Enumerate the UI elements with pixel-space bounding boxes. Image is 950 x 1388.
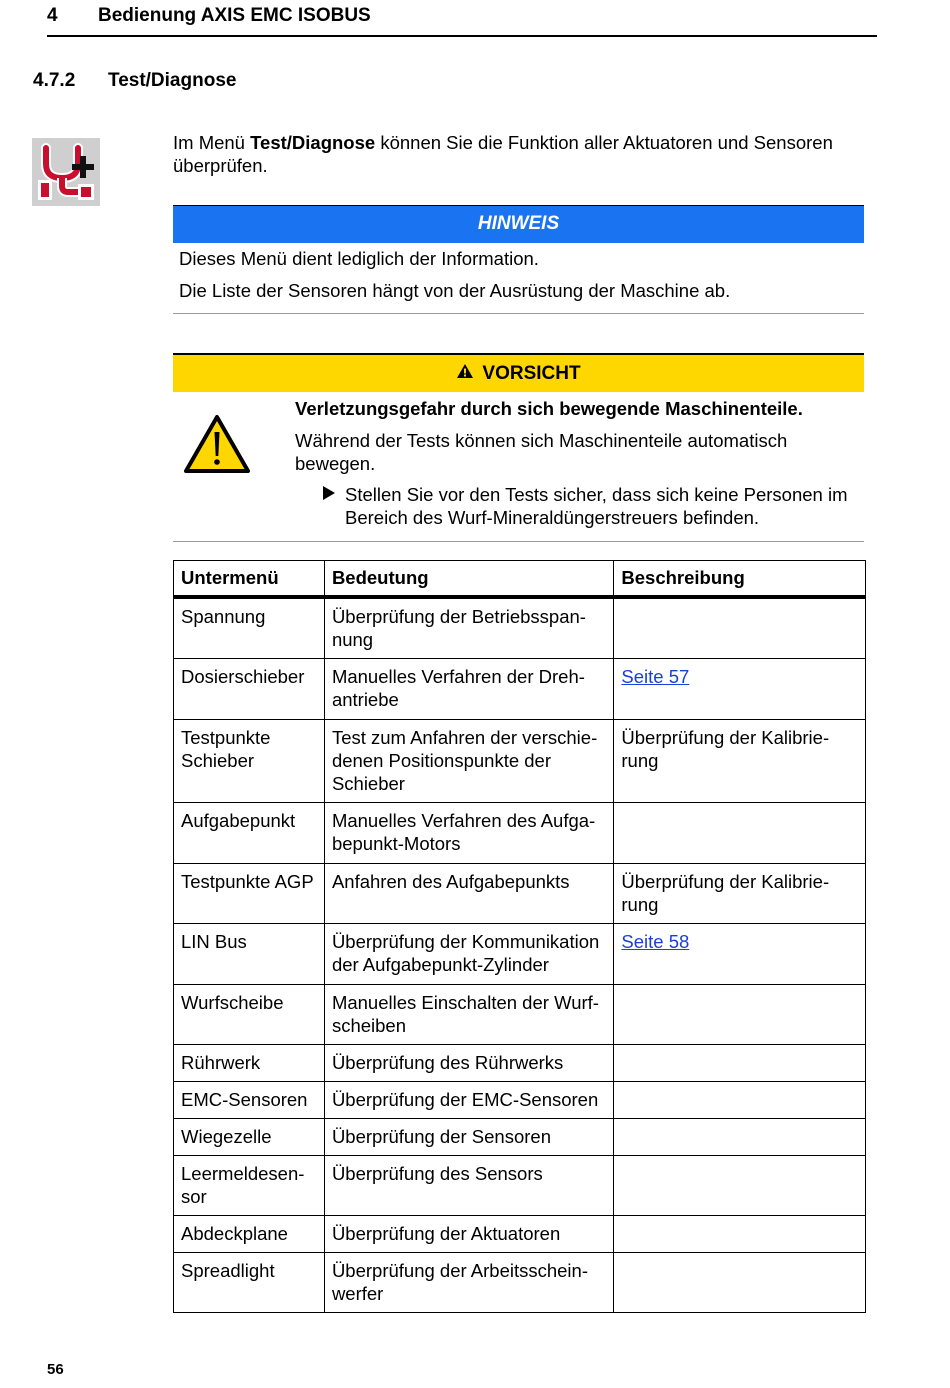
table-row xyxy=(174,1082,866,1119)
intro-prefix: Im Menü xyxy=(173,132,251,153)
cell-beschreibung: Überprüfung der Kalibrie-rung xyxy=(614,720,866,803)
cell-bedeutung: Überprüfung der Arbeitsschein-werfer xyxy=(324,1253,613,1313)
cell-bedeutung: Test zum Anfahren der verschie-denen Positionspunkte der Schieber xyxy=(324,720,613,803)
cell-bedeutung: Überprüfung des Rührwerks xyxy=(324,1045,613,1082)
cell-untermenu: EMC-Sensoren xyxy=(174,1082,325,1119)
page-57-link[interactable]: Seite 57 xyxy=(621,666,690,687)
test-diagnose-icon xyxy=(32,138,100,206)
intro-paragraph xyxy=(173,131,873,177)
column-header-untermenu: Untermenü xyxy=(174,561,325,598)
cell-untermenu: Aufgabepunkt xyxy=(174,803,325,864)
warning-small-icon xyxy=(456,355,474,392)
caution-box xyxy=(173,353,864,542)
intro-suffix: können Sie die Funktion aller Aktuatoren und Sensoren überprüfen. xyxy=(173,132,833,176)
page-header xyxy=(47,5,877,37)
table-row xyxy=(174,659,866,720)
notice-box xyxy=(173,205,864,314)
cell-beschreibung xyxy=(614,1045,866,1082)
cell-beschreibung xyxy=(614,1253,866,1313)
cell-bedeutung: Überprüfung der EMC-Sensoren xyxy=(324,1082,613,1119)
caution-step xyxy=(295,483,860,529)
caution-text: Während der Tests können sich Maschinenteile automatisch bewegen. xyxy=(295,430,788,474)
cell-bedeutung: Anfahren des Aufgabepunkts xyxy=(324,864,613,924)
cell-untermenu: Leermeldesen-sor xyxy=(174,1156,325,1216)
table-row xyxy=(174,864,866,924)
table-row xyxy=(174,1156,866,1216)
cell-untermenu: Dosierschieber xyxy=(174,659,325,720)
cell-untermenu: Testpunkte Schieber xyxy=(174,720,325,803)
caution-heading: Verletzungsgefahr durch sich bewegende Maschinenteile. xyxy=(295,398,803,419)
cell-beschreibung xyxy=(614,597,866,659)
table-row xyxy=(174,1045,866,1082)
caution-body xyxy=(173,392,864,542)
cell-untermenu: Abdeckplane xyxy=(174,1216,325,1253)
cell-beschreibung xyxy=(614,659,866,720)
cell-beschreibung xyxy=(614,924,866,985)
warning-triangle-icon xyxy=(183,414,251,479)
cell-untermenu: Wurfscheibe xyxy=(174,985,325,1045)
table-row xyxy=(174,803,866,864)
cell-untermenu: Spannung xyxy=(174,597,325,659)
table-row xyxy=(174,597,866,659)
cell-bedeutung: Manuelles Einschalten der Wurf-scheiben xyxy=(324,985,613,1045)
column-header-bedeutung: Bedeutung xyxy=(324,561,613,598)
cell-untermenu: LIN Bus xyxy=(174,924,325,985)
cell-untermenu: Spreadlight xyxy=(174,1253,325,1313)
notice-divider xyxy=(173,307,864,314)
cell-bedeutung: Manuelles Verfahren des Aufga-bepunkt-Motors xyxy=(324,803,613,864)
table-row xyxy=(174,1119,866,1156)
notice-title: HINWEIS xyxy=(173,205,864,243)
section-title: Test/Diagnose xyxy=(108,70,237,91)
caution-header xyxy=(173,353,864,392)
step-arrow-icon xyxy=(322,483,336,508)
table-row xyxy=(174,1253,866,1313)
cell-beschreibung xyxy=(614,985,866,1045)
notice-line: Die Liste der Sensoren hängt von der Ausrüstung der Maschine ab. xyxy=(179,280,731,301)
cell-untermenu: Wiegezelle xyxy=(174,1119,325,1156)
cell-untermenu: Rührwerk xyxy=(174,1045,325,1082)
chapter-number: 4 xyxy=(47,5,58,26)
cell-untermenu: Testpunkte AGP xyxy=(174,864,325,924)
cell-bedeutung: Überprüfung der Sensoren xyxy=(324,1119,613,1156)
submenu-table xyxy=(173,560,866,1313)
page-number: 56 xyxy=(47,1361,64,1378)
column-header-beschreibung: Beschreibung xyxy=(614,561,866,598)
cell-beschreibung xyxy=(614,1156,866,1216)
notice-line: Dieses Menü dient lediglich der Information. xyxy=(179,248,539,269)
cell-beschreibung xyxy=(614,1119,866,1156)
page-58-link[interactable]: Seite 58 xyxy=(621,931,690,952)
cell-bedeutung: Manuelles Verfahren der Dreh-antriebe xyxy=(324,659,613,720)
intro-menu-name: Test/Diagnose xyxy=(250,132,376,153)
caution-step-text: Stellen Sie vor den Tests sicher, dass sich keine Personen im Bereich des Wurf-Mineraldüngerstreuers befinden. xyxy=(345,484,848,528)
cell-beschreibung xyxy=(614,1082,866,1119)
cell-beschreibung: Überprüfung der Kalibrie-rung xyxy=(614,864,866,924)
cell-bedeutung: Überprüfung der Betriebsspan-nung xyxy=(324,597,613,659)
table-row xyxy=(174,720,866,803)
cell-beschreibung xyxy=(614,803,866,864)
caution-title: VORSICHT xyxy=(482,363,581,384)
cell-bedeutung: Überprüfung des Sensors xyxy=(324,1156,613,1216)
cell-bedeutung: Überprüfung der Kommunikation der Aufgabepunkt-Zylinder xyxy=(324,924,613,985)
cell-beschreibung xyxy=(614,1216,866,1253)
table-row xyxy=(174,985,866,1045)
section-number: 4.7.2 xyxy=(33,70,76,91)
table-header-row xyxy=(174,561,866,598)
cell-bedeutung: Überprüfung der Aktuatoren xyxy=(324,1216,613,1253)
table-row xyxy=(174,1216,866,1253)
chapter-title: Bedienung AXIS EMC ISOBUS xyxy=(98,5,371,26)
table-row xyxy=(174,924,866,985)
